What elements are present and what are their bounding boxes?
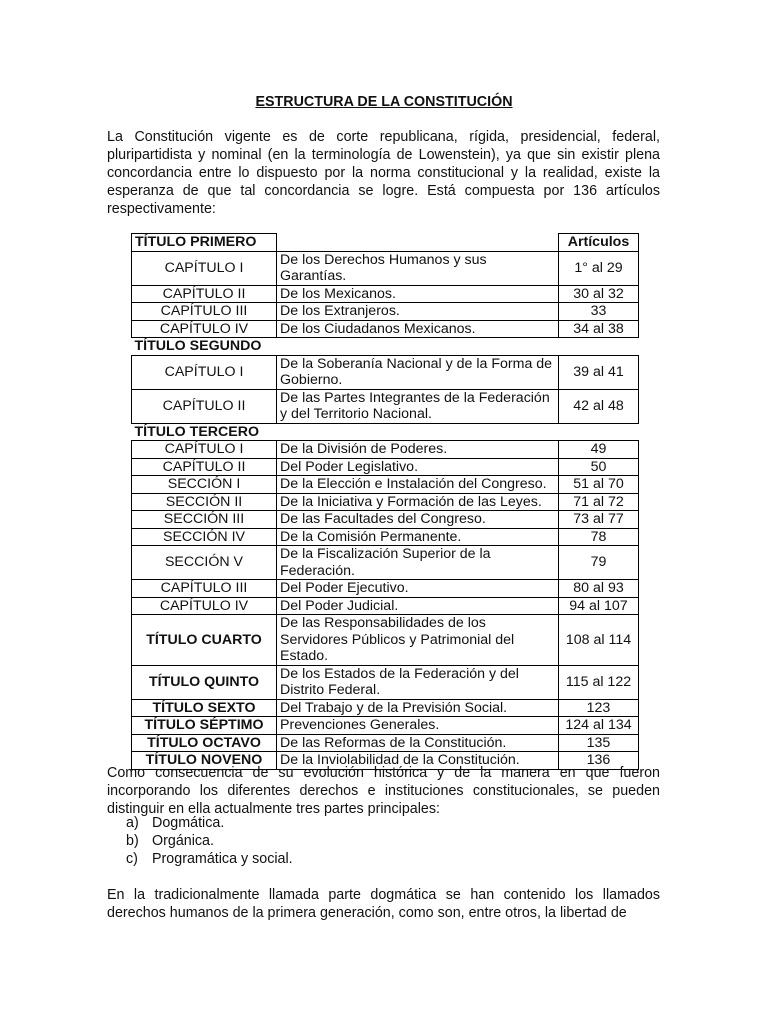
table-cell-c2: De las Responsabilidades de los Servidores Públicos y Patrimonial del Estado. (277, 615, 559, 666)
table-cell-c1: TÍTULO SÉPTIMO (132, 717, 277, 735)
evolution-paragraph: Como consecuencia de su evolución histórica y de la manera en que fueron incorporando los diferentes derechos e instituciones constitucionales, se pueden distinguir en ella actualmente tres partes principales: (107, 765, 660, 817)
table-cell-c3: 135 (559, 734, 639, 752)
table-cell-c3: 71 al 72 (559, 493, 639, 511)
structure-table (131, 233, 639, 770)
table-cell-c1: CAPÍTULO I (132, 251, 277, 285)
table-row (132, 615, 639, 666)
table-cell-c1: TÍTULO QUINTO (132, 665, 277, 699)
table-row (132, 546, 639, 580)
table-cell-c2: Del Poder Judicial. (277, 597, 559, 615)
table-cell-c3: 123 (559, 699, 639, 717)
list-item (126, 832, 293, 850)
table-cell-c2: De la Iniciativa y Formación de las Leyes. (277, 493, 559, 511)
table-cell-c3: 50 (559, 458, 639, 476)
table-cell-c3: 73 al 77 (559, 511, 639, 529)
table-cell-c3 (559, 423, 639, 441)
table-cell-c2: De los Mexicanos. (277, 285, 559, 303)
table-cell-c2: Del Trabajo y de la Previsión Social. (277, 699, 559, 717)
table-cell-c2: De las Reformas de la Constitución. (277, 734, 559, 752)
table-cell-c1: CAPÍTULO II (132, 458, 277, 476)
table-row (132, 597, 639, 615)
table-cell-c2 (277, 234, 559, 252)
table-cell-c2: De los Ciudadanos Mexicanos. (277, 320, 559, 338)
table-cell-c1: CAPÍTULO IV (132, 597, 277, 615)
table-cell-c1: SECCIÓN I (132, 476, 277, 494)
table-cell-c3: 51 al 70 (559, 476, 639, 494)
list-text: Programática y social. (152, 851, 293, 867)
table-cell-c3: 39 al 41 (559, 355, 639, 389)
table-cell-c2: Del Poder Ejecutivo. (277, 580, 559, 598)
table-cell-c3: 1° al 29 (559, 251, 639, 285)
table-row (132, 458, 639, 476)
table-cell-c2: De los Estados de la Federación y del Distrito Federal. (277, 665, 559, 699)
table-cell-c3: 94 al 107 (559, 597, 639, 615)
table-row (132, 251, 639, 285)
table-row (132, 665, 639, 699)
table-cell-c3: 34 al 38 (559, 320, 639, 338)
table-row (132, 476, 639, 494)
table-cell-c2: De la Soberanía Nacional y de la Forma de Gobierno. (277, 355, 559, 389)
table-cell-c3: 42 al 48 (559, 389, 639, 423)
table-cell-c2: De las Partes Integrantes de la Federación y del Territorio Nacional. (277, 389, 559, 423)
table-cell-c1: CAPÍTULO III (132, 580, 277, 598)
table-cell-c2: Del Poder Legislativo. (277, 458, 559, 476)
table-row (132, 580, 639, 598)
table-cell-c1: TÍTULO CUARTO (132, 615, 277, 666)
table-cell-c3: 136 (559, 752, 639, 770)
table-cell-c3: 79 (559, 546, 639, 580)
table-cell-c3: 115 al 122 (559, 665, 639, 699)
table-cell-c2: De la Elección e Instalación del Congreso. (277, 476, 559, 494)
intro-paragraph: La Constitución vigente es de corte republicana, rígida, presidencial, federal, pluripartidista y nominal (en la terminología de Lowenstein), ya que sin existir plena concordancia entre lo dispuesto por la norma constitucional y la realidad, existe la esperanza de que tal concordancia se logre. Está compuesta por 136 artículos respectivamente: (107, 129, 660, 217)
table-cell-c2: Prevenciones Generales. (277, 717, 559, 735)
table-cell-c2: De la División de Poderes. (277, 441, 559, 459)
table-cell-c3: Artículos (559, 234, 639, 252)
list-item (126, 850, 293, 868)
table-cell-c1: CAPÍTULO I (132, 355, 277, 389)
table-cell-c2: De los Derechos Humanos y sus Garantías. (277, 251, 559, 285)
table-row (132, 734, 639, 752)
table-cell-c1: CAPÍTULO II (132, 389, 277, 423)
table-row (132, 338, 639, 356)
list-marker: a) (126, 815, 139, 831)
table-row (132, 493, 639, 511)
table-row (132, 699, 639, 717)
table-row (132, 717, 639, 735)
table-cell-c3: 108 al 114 (559, 615, 639, 666)
table-row (132, 441, 639, 459)
table-cell-c2 (277, 338, 559, 356)
table-cell-c1: TÍTULO PRIMERO (132, 234, 277, 252)
table-cell-c3: 80 al 93 (559, 580, 639, 598)
table-cell-c3: 78 (559, 528, 639, 546)
table-cell-c1: SECCIÓN III (132, 511, 277, 529)
table-cell-c3: 49 (559, 441, 639, 459)
table-cell-c2: De la Comisión Permanente. (277, 528, 559, 546)
table-cell-c1: TÍTULO TERCERO (134, 423, 260, 440)
table-cell-c2: De la Fiscalización Superior de la Federación. (277, 546, 559, 580)
table-cell-c1: CAPÍTULO I (132, 441, 277, 459)
table-row (132, 511, 639, 529)
table-cell-c1: TÍTULO NOVENO (132, 752, 277, 770)
document-title: ESTRUCTURA DE LA CONSTITUCIÓN (255, 94, 513, 110)
list-text: Dogmática. (152, 815, 225, 831)
table-cell-c3: 33 (559, 303, 639, 321)
table-row (132, 303, 639, 321)
table-cell-c2 (277, 423, 559, 441)
table-cell-c1: SECCIÓN II (132, 493, 277, 511)
table-cell-c1: CAPÍTULO IV (132, 320, 277, 338)
table-row (132, 355, 639, 389)
table-row (132, 389, 639, 423)
table-cell-c2: De las Facultades del Congreso. (277, 511, 559, 529)
table-row (132, 423, 639, 441)
table-row (132, 528, 639, 546)
table-cell-c1: TÍTULO SEXTO (132, 699, 277, 717)
table-cell-c1: TÍTULO OCTAVO (132, 734, 277, 752)
list-item (126, 814, 293, 832)
table-cell-c2: De la Inviolabilidad de la Constitución. (277, 752, 559, 770)
table-cell-c1: CAPÍTULO III (132, 303, 277, 321)
table-cell-c1: CAPÍTULO II (132, 285, 277, 303)
parts-list (126, 814, 293, 868)
list-marker: c) (126, 851, 138, 867)
table-row (132, 234, 639, 252)
table-row (132, 320, 639, 338)
table-cell-c3 (559, 338, 639, 356)
table-cell-c1: SECCIÓN V (132, 546, 277, 580)
table-cell-c3: 124 al 134 (559, 717, 639, 735)
list-text: Orgánica. (152, 833, 214, 849)
table-cell-c2: De los Extranjeros. (277, 303, 559, 321)
table-cell-c1: TÍTULO SEGUNDO (134, 338, 262, 354)
table-cell-c3: 30 al 32 (559, 285, 639, 303)
list-marker: b) (126, 833, 139, 849)
dogmatic-paragraph: En la tradicionalmente llamada parte dogmática se han contenido los llamados derechos humanos de la primera generación, como son, entre otros, la libertad de (107, 887, 660, 921)
table-row (132, 285, 639, 303)
table-cell-c1: SECCIÓN IV (132, 528, 277, 546)
